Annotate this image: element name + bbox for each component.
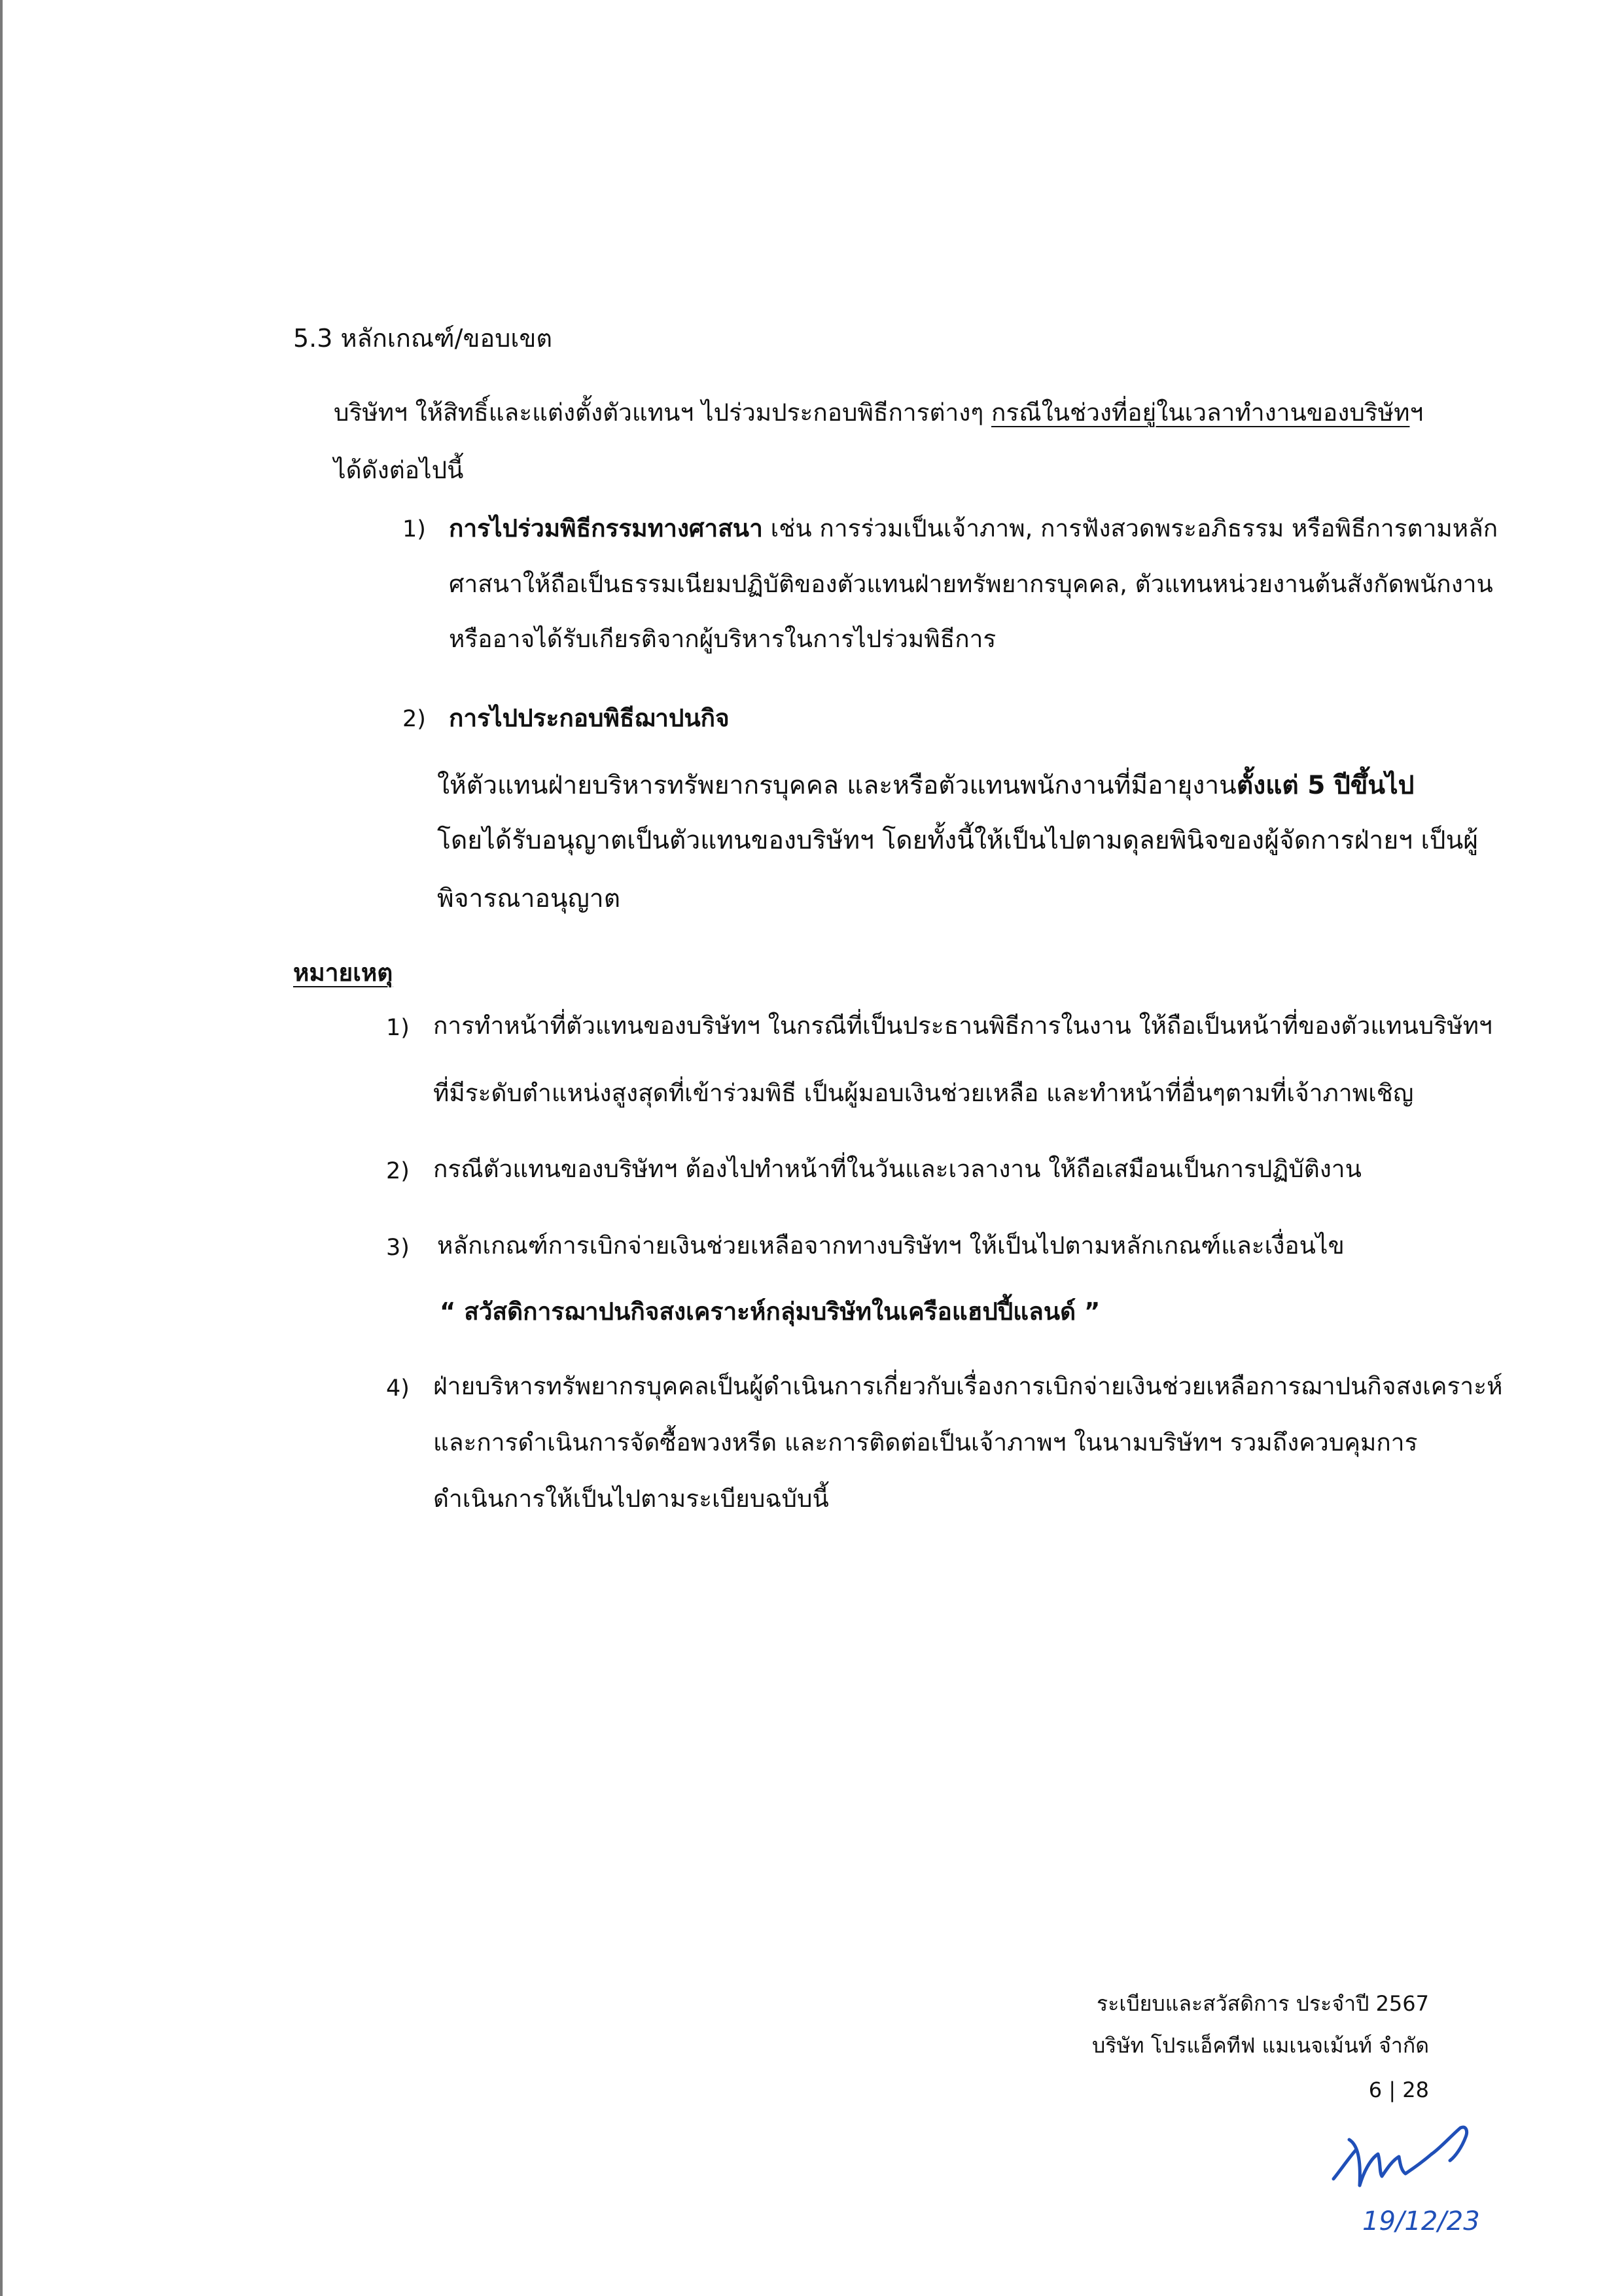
signature-date: 19/12/23 [1362, 2206, 1480, 2236]
intro-line-2: ได้ดังต่อไปนี้ [334, 456, 464, 484]
note-4-line-2: และการดำเนินการจัดซื้อพวงหรีด และการติดต่อเป็นเจ้าภาพฯ ในนามบริษัทฯ รวมถึงควบคุมการ [433, 1428, 1418, 1457]
intro-underlined-text: กรณีในช่วงที่อยู่ในเวลาทำงานของบริษัท [991, 398, 1410, 427]
note-4-line-1: ฝ่ายบริหารทรัพยากรบุคคลเป็นผู้ดำเนินการเกี่ยวกับเรื่องการเบิกจ่ายเงินช่วยเหลือการฌาปนกิจสงเคราะห์ [433, 1372, 1503, 1400]
item-2-line-1 [437, 773, 1414, 798]
signature-graphic [1322, 2113, 1518, 2244]
item-1-title: การไปร่วมพิธีกรรมทางศาสนา [449, 514, 763, 542]
item-number: 1) [402, 516, 426, 542]
footer-page-number: 6 | 28 [1368, 2077, 1429, 2102]
section-heading: 5.3 หลักเกณฑ์/ขอบเขต [293, 324, 553, 353]
intro-line-1 [334, 400, 1423, 425]
item-2-bold-text: ตั้งแต่ 5 ปีขึ้นไป [1236, 771, 1415, 800]
item-1-line-3: หรืออาจได้รับเกียรติจากผู้บริหารในการไปร่วมพิธีการ [449, 625, 997, 653]
item-1-line-1 [449, 516, 1498, 540]
item-2-title: การไปประกอบพิธีฌาปนกิจ [449, 704, 730, 732]
note-1-line-1: การทำหน้าที่ตัวแทนของบริษัทฯ ในกรณีที่เป็นประธานพิธีการในงาน ให้ถือเป็นหน้าที่ของตัวแทนบริษัทฯ [433, 1012, 1492, 1040]
note-number: 4) [386, 1375, 410, 1402]
footer-company-name: บริษัท โปรแอ็คทีฟ แมเนจเม้นท์ จำกัด [1091, 2033, 1429, 2058]
item-2-line-3: พิจารณาอนุญาต [437, 884, 621, 913]
signature-stroke [1333, 2150, 1356, 2179]
note-number: 3) [386, 1235, 410, 1261]
signature-stroke [1432, 2127, 1467, 2161]
note-number: 1) [386, 1015, 410, 1041]
item-2-text: ให้ตัวแทนฝ่ายบริหารทรัพยากรบุคคล และหรือตัวแทนพนักงานที่มีอายุงาน [437, 771, 1237, 800]
signature-stroke [1349, 2140, 1360, 2185]
item-1-line-2: ศาสนาให้ถือเป็นธรรมเนียมปฏิบัติของตัวแทนฝ่ายทรัพยากรบุคคล, ตัวแทนหน่วยงานต้นสังกัดพนักงาน [449, 570, 1493, 598]
scan-edge-line [0, 0, 3, 2296]
notes-heading: หมายเหตุ [293, 959, 393, 987]
note-4-line-3: ดำเนินการให้เป็นไปตามระเบียบฉบับนี้ [433, 1485, 829, 1513]
note-3-line-1: หลักเกณฑ์การเบิกจ่ายเงินช่วยเหลือจากทางบริษัทฯ ให้เป็นไปตามหลักเกณฑ์และเงื่อนไข [437, 1231, 1345, 1260]
item-2-line-2: โดยได้รับอนุญาตเป็นตัวแทนของบริษัทฯ โดยทั้งนี้ให้เป็นไปตามดุลยพินิจของผู้จัดการฝ่ายฯ เป็นผู้ [437, 826, 1479, 855]
note-number: 2) [386, 1158, 410, 1184]
item-number: 2) [402, 706, 426, 732]
footer-regulation-title: ระเบียบและสวัสดิการ ประจำปี 2567 [1097, 1991, 1429, 2016]
note-1-line-2: ที่มีระดับตำแหน่งสูงสุดที่เข้าร่วมพิธี เป็นผู้มอบเงินช่วยเหลือ และทำหน้าที่อื่นๆตามที่เจ้าภาพเชิญ [433, 1079, 1414, 1107]
intro-suffix: ฯ [1409, 398, 1424, 427]
item-1-text: เช่น การร่วมเป็นเจ้าภาพ, การฟังสวดพระอภิธรรม หรือพิธีการตามหลัก [762, 514, 1498, 542]
note-3-quote: “ สวัสดิการฌาปนกิจสงเคราะห์กลุ่มบริษัทในเครือแฮปปี้แลนด์ ” [440, 1298, 1101, 1326]
note-2-line-1: กรณีตัวแทนของบริษัทฯ ต้องไปทำหน้าที่ในวันและเวลางาน ให้ถือเสมือนเป็นการปฏิบัติงาน [433, 1155, 1362, 1183]
signature-stroke [1360, 2154, 1432, 2185]
intro-text: บริษัทฯ ให้สิทธิ์และแต่งตั้งตัวแทนฯ ไปร่วมประกอบพิธีการต่างๆ [334, 398, 991, 427]
